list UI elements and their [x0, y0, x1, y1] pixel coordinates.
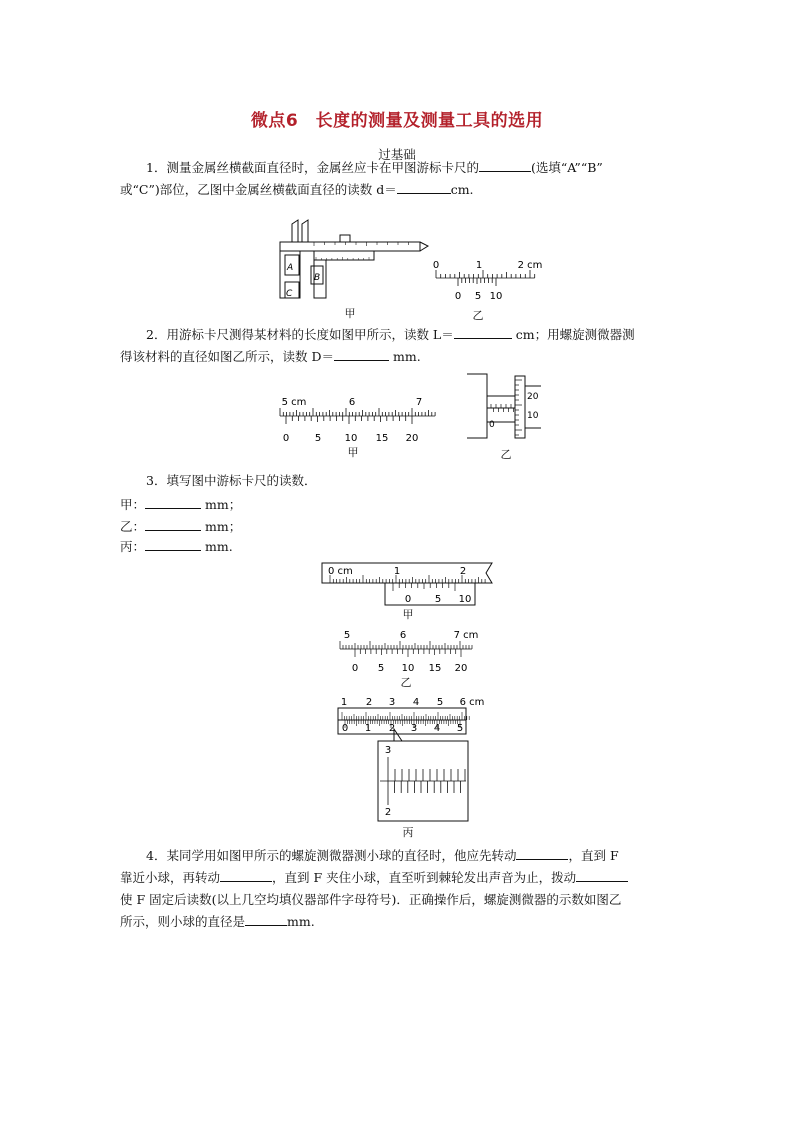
q4-text-part7: mm.: [287, 914, 315, 929]
q1-yi-vern-10: 10: [489, 291, 503, 302]
q2-jia-vern-0: 0: [282, 433, 290, 444]
q3-row-jia-label: 甲：: [120, 497, 146, 512]
caliper-label-b: B: [314, 273, 321, 283]
q2-text-part1: 2．用游标卡尺测得某材料的长度如图甲所示，读数 L＝: [146, 327, 454, 342]
q3-row-yi: [120, 517, 241, 535]
q3-yi-main-7: 7 cm: [453, 630, 479, 641]
q1-yi-main-2: 2 cm: [517, 260, 543, 271]
q4-text-part4: ，直到 F 夹住小球，直至听到棘轮发出声音为止，拨动: [272, 870, 577, 885]
q3-blank-yi[interactable]: [145, 517, 201, 531]
q1-text-part1: 1．测量金属丝横截面直径时，金属丝应卡在甲图游标卡尺的: [146, 160, 479, 175]
q3-yi-main-6: 6: [399, 630, 407, 641]
caliper-label-c: C: [286, 289, 293, 299]
q4-text-part1: 4．某同学用如图甲所示的螺旋测微器测小球的直径时，他应先转动: [146, 848, 517, 863]
q3-caption-yi: 乙: [400, 676, 412, 689]
q3-jia-caliper-figure: [320, 561, 500, 607]
q1-blank-diameter[interactable]: [397, 180, 451, 194]
q3-bing-vern-4: 4: [433, 723, 441, 734]
q2-jia-vern-10: 10: [344, 433, 358, 444]
q4-blank-4[interactable]: [245, 912, 287, 926]
q2-jia-main-5: 5 cm: [281, 397, 307, 408]
q2-text-part2: cm；用螺旋测微器测: [515, 327, 635, 342]
q1-blank-position[interactable]: [479, 158, 531, 172]
caliper-label-a: A: [287, 263, 294, 273]
q3-bing-vern-3: 3: [410, 723, 418, 734]
q3-bing-vern-0: 0: [341, 723, 349, 734]
q4-blank-2[interactable]: [220, 868, 272, 882]
q3-row-yi-label: 乙：: [120, 519, 146, 534]
q3-bing-caliper-figure: [336, 693, 486, 823]
q1-yi-main-1: 1: [475, 260, 483, 271]
q3-row-bing-unit: mm.: [205, 539, 233, 554]
q2-text-part4: mm.: [392, 349, 421, 364]
q1-text-part2: (选填“A”“B”: [530, 160, 603, 175]
q1-yi-vern-5: 5: [474, 291, 482, 302]
micrometer-label-0: 0: [489, 420, 495, 430]
q3-jia-main-0: 0 cm: [328, 566, 353, 577]
q3-caption-bing: 丙: [402, 826, 414, 839]
q1-caption-yi: 乙: [472, 309, 484, 322]
q3-blank-bing[interactable]: [145, 537, 201, 551]
q1-yi-main-0: 0: [432, 260, 440, 271]
q3-yi-vern-5: 5: [377, 663, 385, 674]
q3-jia-vern-5: 5: [434, 594, 442, 605]
q3-row-yi-unit: mm；: [205, 519, 242, 534]
q2-text-part3: 得该材料的直径如图乙所示，读数 D＝: [120, 349, 334, 364]
q2-jia-vern-15: 15: [375, 433, 389, 444]
q2-vernier-scale-figure: [272, 392, 452, 444]
q3-bing-main-2: 2: [365, 697, 373, 708]
q3-bing-zoom-3: 3: [384, 745, 392, 756]
q3-yi-vern-10: 10: [401, 663, 415, 674]
q3-jia-vern-10: 10: [458, 594, 472, 605]
q4-text-part2: ，直到 F: [568, 848, 619, 863]
q2-jia-vern-20: 20: [405, 433, 419, 444]
q3-bing-main-5: 5: [436, 697, 444, 708]
q3-bing-vern-1: 1: [364, 723, 372, 734]
q3-blank-jia[interactable]: [145, 495, 201, 509]
q2-caption-yi: 乙: [500, 448, 512, 461]
q4-blank-3[interactable]: [576, 868, 628, 882]
q3-row-jia: [120, 495, 241, 513]
q3-jia-main-2: 2: [459, 566, 467, 577]
q3-yi-main-5: 5: [343, 630, 351, 641]
q3-yi-vern-20: 20: [454, 663, 468, 674]
q3-row-bing: [120, 537, 233, 555]
q1-caption-jia: 甲: [344, 307, 356, 320]
q2-blank-length[interactable]: [454, 325, 512, 339]
q3-yi-vern-15: 15: [428, 663, 442, 674]
q2-micrometer-figure: [465, 372, 545, 444]
q3-jia-vern-0: 0: [404, 594, 412, 605]
micrometer-label-10: 10: [527, 411, 539, 421]
question-2-text: [120, 324, 680, 368]
q2-jia-main-7: 7: [415, 397, 423, 408]
q3-bing-main-4: 4: [412, 697, 420, 708]
q3-bing-zoom-2: 2: [384, 807, 392, 818]
q3-bing-vern-5: 5: [456, 723, 464, 734]
q1-text-part4: cm.: [450, 182, 474, 197]
q1-vernier-scale-figure: [432, 258, 547, 304]
micrometer-label-20: 20: [527, 392, 539, 402]
q4-text-part6: 所示，则小球的直径是: [120, 914, 246, 929]
q3-jia-main-1: 1: [393, 566, 401, 577]
q3-instruction: 3．填写图中游标卡尺的读数．: [146, 473, 317, 488]
q4-blank-1[interactable]: [516, 846, 568, 860]
page-title: 微点6 长度的测量及测量工具的选用: [250, 111, 544, 131]
q1-text-part3: 或“C”)部位，乙图中金属丝横截面直径的读数 d＝: [120, 182, 397, 197]
question-4-text: [120, 845, 680, 933]
q3-yi-vern-0: 0: [351, 663, 359, 674]
q3-caption-jia: 甲: [402, 608, 414, 621]
q2-jia-vern-5: 5: [314, 433, 322, 444]
q2-blank-diameter[interactable]: [334, 347, 389, 361]
q3-row-bing-label: 丙：: [120, 539, 146, 554]
q3-bing-main-1: 1: [340, 697, 348, 708]
q3-yi-vernier-figure: [336, 627, 484, 675]
q3-row-jia-unit: mm；: [205, 497, 242, 512]
q1-caliper-figure: [278, 218, 433, 300]
q3-bing-main-6: 6 cm: [459, 697, 485, 708]
q1-yi-vern-0: 0: [454, 291, 462, 302]
section-heading: 过基础: [378, 147, 416, 162]
q2-jia-main-6: 6: [348, 397, 356, 408]
q4-text-part3: 靠近小球，再转动: [120, 870, 221, 885]
question-1-text: [120, 157, 680, 201]
q3-bing-vern-2: 2: [388, 723, 396, 734]
q2-caption-jia: 甲: [347, 446, 359, 459]
q3-bing-main-3: 3: [388, 697, 396, 708]
q4-text-part5: 使 F 固定后读数(以上几空均填仪器部件字母符号)．正确操作后，螺旋测微器的示数如图乙: [120, 892, 622, 907]
